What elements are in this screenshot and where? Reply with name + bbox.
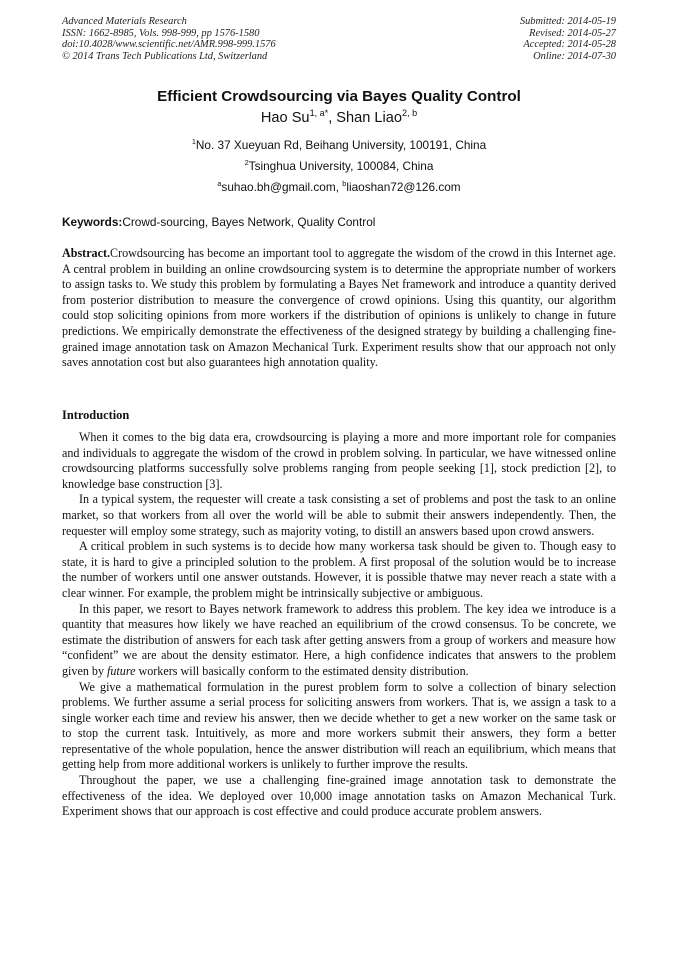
- body-paragraph: A critical problem in such systems is to decide how many workersa task should be given to. Though easy to state, it is hard to give a principled solution to the problem. A first proposal of the solution would be to increase the number of workers until one answer outstands. However, it is possible thatwe may never reach a state with a clear winner. For example, the problem might be intrinsically subjective or ambiguous.: [62, 539, 616, 600]
- body-paragraph: When it comes to the big data era, crowdsourcing is playing a more and more important role for companies and individuals to aggregate the wisdom of the crowd in problem solving. In particular, we have witnessed online crowdsourcing platforms successfully solve problems ranging from people seeking [1], stock prediction [2], to knowledge base construction [3].: [62, 430, 616, 491]
- abstract-text: Crowdsourcing has become an important tool to aggregate the wisdom of the crowd in this Internet age. A central problem in building an online crowdsourcing system is to determine the appropriate number of workers to assign tasks to. We study this problem by formulating a Bayes Net framework and introduce a quantity derived from posterior distribution to measure the convergence of crowd opinions. Using this quantity, our algorithm could stop soliciting opinions from more workers if the distribution of opinions is unlikely to change in future predictions. We empirically demonstrate the effectiveness of the designed strategy by building a challenging fine-grained image annotation task on Amazon Mechanical Turk. Experiment results show that our approach not only saves annotation cost but also guarantees high annotation quality.: [62, 246, 616, 370]
- body-paragraph: [62, 602, 616, 680]
- journal-header-right: [520, 16, 616, 62]
- section-heading: Introduction: [62, 408, 130, 422]
- keywords-label: Keywords:: [62, 215, 123, 229]
- email-separator: ,: [335, 180, 343, 194]
- journal-name: Advanced Materials Research: [62, 16, 187, 27]
- affiliation-text: No. 37 Xueyuan Rd, Beihang University, 100191, China: [195, 138, 487, 152]
- author-superscript: 2, b: [402, 108, 418, 119]
- date-revised: Revised: 2014-05-27: [529, 27, 616, 39]
- author-separator: ,: [328, 110, 337, 126]
- keywords-line: [62, 215, 618, 229]
- body-text: workers will basically conform to the estimated density distribution.: [135, 663, 469, 678]
- email-line: [0, 180, 678, 194]
- email-superscript: b: [342, 179, 347, 189]
- paper-title: Efficient Crowdsourcing via Bayes Quality Control: [157, 88, 521, 105]
- author-name: Hao Su: [260, 110, 310, 126]
- author-superscript: 1, a*: [309, 108, 329, 119]
- abstract-block: [62, 246, 616, 371]
- body-paragraph: Throughout the paper, we use a challenging fine-grained image annotation task to demonstrate the effectiveness of the idea. We deployed over 10,000 image annotation tasks on Amazon Mechanical Turk. Experiment shows that our approach is cost effective and could produce accurate problem answers.: [62, 773, 616, 819]
- journal-issn: ISSN: 1662-8985, Vols. 998-999, pp 1576-1580: [62, 27, 260, 39]
- journal-doi[interactable]: doi:10.4028/www.scientific.net/AMR.998-999.1576: [62, 39, 276, 51]
- date-online: Online: 2014-07-30: [533, 50, 616, 62]
- keywords-text: Crowd-sourcing, Bayes Network, Quality Control: [122, 215, 376, 229]
- body-text: In this paper, we resort to Bayes network framework to address this problem. The key idea we introduce is a quantity that measures how likely we have reached an equilibrium of the crowd consensus. To be concrete, we estimate the distribution of answers for each task after getting answers from a group of workers and measure how “confident” we are about the density estimator. Here, a high confidence indicates that answers to the problem given by: [62, 601, 616, 678]
- body-paragraph: In a typical system, the requester will create a task consisting a set of problems and post the task to an online market, so that workers from all over the world will be able to submit their answers independently. Then, the requester will employ some strategy, such as majority voting, to distill an answers based upon crowd answers.: [62, 492, 616, 538]
- abstract-label: Abstract.: [62, 246, 111, 260]
- journal-copyright: © 2014 Trans Tech Publications Ltd, Switzerland: [62, 50, 268, 62]
- email-address[interactable]: liaoshan72@126.com: [346, 180, 461, 194]
- date-submitted: Submitted: 2014-05-19: [519, 16, 616, 27]
- email-superscript: a: [217, 179, 222, 189]
- author-name: Shan Liao: [336, 110, 403, 126]
- author-line: [0, 110, 678, 126]
- affiliation-text: Tsinghua University, 100084, China: [248, 159, 434, 173]
- affiliation-1: [0, 138, 678, 152]
- emphasis-text: future: [107, 663, 136, 678]
- affiliation-2: [0, 159, 678, 173]
- introduction-body: [62, 430, 616, 820]
- body-paragraph: We give a mathematical formulation in the purest problem form to solve a collection of binary selection problems. We further assume a serial process for soliciting answers from workers. That is, we assign a task to a single worker each time and review his answer, then we decide whether to get a new worker on the same task or to stop the current task. Intuitively, as more and more workers submit their answers, they form a better representative of the whole population, hence the answer distribution will reach an equilibrium, which means that getting help from more additional workers is unlikely to further improve the results.: [62, 679, 616, 772]
- date-accepted: Accepted: 2014-05-28: [523, 39, 616, 51]
- affiliation-superscript: 2: [244, 158, 249, 168]
- journal-header-left: [62, 16, 276, 62]
- affiliation-superscript: 1: [191, 137, 196, 147]
- abstract-paragraph: [62, 246, 616, 371]
- email-address[interactable]: suhao.bh@gmail.com: [221, 180, 336, 194]
